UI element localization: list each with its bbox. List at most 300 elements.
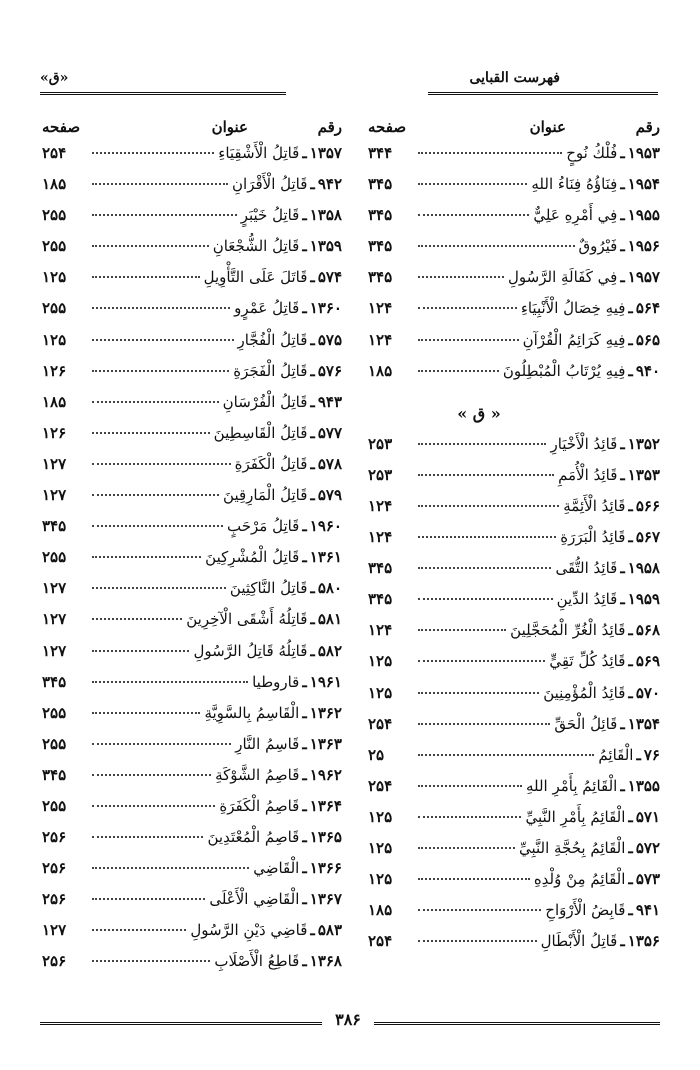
entry-leader-dots bbox=[418, 245, 575, 247]
entry-title: قَاتِلُ الْأَقْرَانِ bbox=[232, 175, 308, 194]
entry-leader-dots bbox=[418, 598, 553, 600]
entry-title: قَاتَلَ عَلَى التَّأْوِيلِ bbox=[203, 268, 308, 287]
entry-page: ۲۵۵ bbox=[42, 734, 67, 753]
entry-separator: ـ bbox=[302, 796, 307, 815]
entry-leader-dots bbox=[92, 525, 223, 527]
index-entry bbox=[42, 299, 342, 330]
entry-title: قَاتِلُ الْمَارِقِينَ bbox=[223, 486, 308, 505]
index-entry bbox=[368, 362, 660, 393]
entry-page: ۳۴۵ bbox=[368, 237, 393, 256]
index-entry bbox=[42, 206, 342, 237]
entry-page: ۱۲۴ bbox=[368, 621, 393, 640]
entry-separator: ـ bbox=[302, 237, 307, 256]
entry-number: ۱۹۵۶ bbox=[627, 237, 660, 256]
entry-number: ۵۷۷ bbox=[317, 423, 342, 442]
index-entry bbox=[368, 870, 660, 901]
page-number: ۳۸۶ bbox=[335, 1010, 361, 1029]
number-column-label: رقم bbox=[635, 118, 660, 136]
entry-list bbox=[42, 144, 342, 984]
entry-leader-dots bbox=[92, 339, 234, 341]
entry-leader-dots bbox=[92, 650, 189, 652]
entry-separator: ـ bbox=[302, 734, 307, 753]
index-entry bbox=[42, 393, 342, 424]
entry-number: ۱۳۶۴ bbox=[309, 796, 342, 815]
entry-page: ۳۴۵ bbox=[368, 175, 393, 194]
entry-number: ۱۹۵۹ bbox=[627, 590, 660, 609]
entry-leader-dots bbox=[418, 183, 527, 185]
index-entry bbox=[368, 590, 660, 621]
entry-page: ۱۲۷ bbox=[42, 579, 67, 598]
entry-separator: ـ bbox=[636, 745, 641, 764]
entry-separator: ـ bbox=[620, 144, 625, 162]
entry-page: ۱۲۴ bbox=[368, 496, 393, 515]
index-entry bbox=[42, 237, 342, 268]
footer-rule-left bbox=[40, 1022, 322, 1025]
entry-title: قَابِضُ الْأَرْوَاحِ bbox=[545, 901, 626, 920]
title-column-label: عنوان bbox=[529, 118, 566, 136]
entry-leader-dots bbox=[92, 214, 237, 216]
entry-page: ۱۲۶ bbox=[42, 361, 67, 380]
index-entry bbox=[42, 890, 342, 921]
entry-separator: ـ bbox=[310, 268, 315, 287]
entry-separator: ـ bbox=[620, 590, 625, 609]
entry-leader-dots bbox=[92, 183, 228, 185]
entry-page: ۳۴۵ bbox=[368, 559, 393, 578]
entry-number: ۱۳۵۳ bbox=[627, 465, 660, 484]
entry-separator: ـ bbox=[310, 579, 315, 598]
header-rule-right bbox=[428, 92, 658, 95]
entry-title: قَاتِلُ النَّاكِثِينَ bbox=[229, 579, 308, 598]
entry-number: ۵۷۴ bbox=[317, 268, 342, 287]
entry-leader-dots bbox=[418, 474, 554, 476]
entry-number: ۵۷۵ bbox=[317, 330, 342, 349]
entry-title: فِيهِ يُرْتَابُ الْمُبْطِلُونَ bbox=[502, 361, 626, 380]
entry-leader-dots bbox=[92, 463, 231, 465]
entry-title: قَاصِمُ الْمُعْتَدِينَ bbox=[207, 828, 300, 847]
index-entry bbox=[42, 362, 342, 393]
entry-title: الْقَائِمُ بِحُجَّةِ النَّبِيِّ bbox=[518, 838, 626, 857]
entry-number: ۵۶۶ bbox=[635, 496, 660, 515]
entry-leader-dots bbox=[418, 847, 515, 849]
entry-number: ۹۴۱ bbox=[635, 901, 660, 920]
section-heading: « ق » bbox=[457, 404, 501, 424]
entry-title: قَائِدُ الْمُؤْمِنِينَ bbox=[543, 683, 626, 702]
entry-title: الْقَائِمُ bbox=[598, 745, 634, 764]
index-entry bbox=[368, 206, 660, 237]
entry-separator: ـ bbox=[628, 652, 633, 671]
entry-separator: ـ bbox=[628, 807, 633, 826]
entry-page: ۲۵۴ bbox=[42, 144, 67, 162]
entry-title: قَائِدُ كُلِّ تَقِيٍّ bbox=[549, 652, 626, 671]
entry-title: قَائِدُ التُّقَى bbox=[555, 559, 618, 578]
index-entry bbox=[42, 642, 342, 673]
entry-title: قَاسِمُ النَّارِ bbox=[235, 734, 300, 753]
entry-page: ۱۲۵ bbox=[368, 807, 393, 826]
entry-number: ۵۸۱ bbox=[317, 610, 342, 629]
entry-separator: ـ bbox=[310, 641, 315, 660]
entry-title: قَائِلُ الْحَقِّ bbox=[554, 714, 618, 733]
entry-number: ۱۹۶۱ bbox=[309, 672, 342, 691]
entry-leader-dots bbox=[92, 929, 186, 931]
entry-leader-dots bbox=[418, 692, 539, 694]
entry-leader-dots bbox=[92, 867, 249, 869]
index-entry bbox=[42, 517, 342, 548]
entry-title: فِي كَفَالَةِ الرَّسُولِ bbox=[508, 268, 618, 287]
entry-page: ۱۲۷ bbox=[42, 921, 67, 940]
index-entry bbox=[42, 486, 342, 517]
entry-title: قَائِدُ الدِّينِ bbox=[556, 590, 618, 609]
entry-leader-dots bbox=[418, 909, 541, 911]
entry-separator: ـ bbox=[628, 496, 633, 515]
entry-leader-dots bbox=[418, 878, 530, 880]
entry-page: ۱۲۵ bbox=[42, 268, 67, 287]
index-entry bbox=[368, 808, 660, 839]
index-entry bbox=[368, 435, 660, 466]
entry-leader-dots bbox=[92, 370, 229, 372]
entry-page: ۲۵۳ bbox=[368, 465, 393, 484]
entry-page: ۲۵۶ bbox=[42, 828, 67, 847]
entry-title: قَاتِلُ الْفُجَّارِ bbox=[237, 330, 308, 349]
entry-page: ۲۵۴ bbox=[368, 776, 393, 795]
entry-separator: ـ bbox=[310, 392, 315, 411]
entry-leader-dots bbox=[92, 432, 210, 434]
index-entry bbox=[368, 144, 660, 175]
entry-page: ۱۲۴ bbox=[368, 528, 393, 547]
number-column-label: رقم bbox=[317, 118, 342, 136]
entry-number: ۵۶۷ bbox=[635, 528, 660, 547]
entry-page: ۳۴۵ bbox=[42, 765, 67, 784]
entry-separator: ـ bbox=[620, 776, 625, 795]
index-entry bbox=[42, 424, 342, 455]
entry-separator: ـ bbox=[628, 621, 633, 640]
entry-leader-dots bbox=[92, 774, 211, 776]
entry-title: فِيهِ كَرَائِمُ الْقُرْآنِ bbox=[522, 330, 626, 349]
entry-leader-dots bbox=[418, 754, 594, 756]
entry-leader-dots bbox=[418, 536, 556, 538]
entry-title: الْقَاسِمُ بِالسَّوِيَّةِ bbox=[204, 703, 300, 722]
entry-leader-dots bbox=[92, 681, 248, 683]
index-entry bbox=[368, 268, 660, 299]
column-header bbox=[42, 118, 342, 140]
entry-separator: ـ bbox=[620, 175, 625, 194]
entry-title: قَاتِلُ مَرْحَبٍ bbox=[227, 517, 300, 536]
entry-title: قَاضِي دَيْنِ الرَّسُولِ bbox=[190, 921, 308, 940]
page-column-label: صفحه bbox=[368, 118, 407, 136]
entry-page: ۱۸۵ bbox=[368, 901, 393, 920]
entry-page: ۳۴۵ bbox=[368, 268, 393, 287]
entry-leader-dots bbox=[92, 618, 182, 620]
entry-title: قَاتِلُ الْفَجَرَةِ bbox=[233, 361, 308, 380]
entry-number: ۱۳۶۰ bbox=[309, 299, 342, 318]
index-entry bbox=[42, 579, 342, 610]
entry-number: ۱۳۶۳ bbox=[309, 734, 342, 753]
entry-number: ۱۹۵۵ bbox=[627, 206, 660, 225]
entry-title: فِي أَمْرِهِ عَلِيٌّ bbox=[533, 206, 618, 225]
entry-leader-dots bbox=[418, 339, 519, 341]
entry-separator: ـ bbox=[628, 330, 633, 349]
index-entry bbox=[368, 559, 660, 590]
entry-separator: ـ bbox=[310, 921, 315, 940]
entry-number: ۵۶۴ bbox=[635, 299, 660, 318]
entry-title: قَائِدُ الْأَخْيَارِ bbox=[550, 434, 618, 453]
entry-page: ۱۲۷ bbox=[42, 610, 67, 629]
entry-number: ۱۳۶۲ bbox=[309, 703, 342, 722]
entry-number: ۵۷۰ bbox=[635, 683, 660, 702]
entry-separator: ـ bbox=[628, 838, 633, 857]
entry-title: قَائِدُ الْأَئِمَّةِ bbox=[563, 496, 626, 515]
index-entry bbox=[42, 144, 342, 175]
entry-leader-dots bbox=[92, 805, 215, 807]
entry-number: ۱۹۶۲ bbox=[309, 765, 342, 784]
entry-page: ۲۵۶ bbox=[42, 952, 67, 971]
footer-rule-right bbox=[374, 1022, 660, 1025]
entry-number: ۵۷۹ bbox=[317, 486, 342, 505]
entry-number: ۱۳۶۵ bbox=[309, 828, 342, 847]
entry-separator: ـ bbox=[302, 952, 307, 971]
entry-title: قَاصِمُ الشَّوْكَةِ bbox=[215, 765, 300, 784]
entry-number: ۹۴۲ bbox=[317, 175, 342, 194]
entry-separator: ـ bbox=[628, 870, 633, 889]
index-entry bbox=[368, 331, 660, 362]
entry-title: قَاتِلُ الْقَاسِطِينَ bbox=[213, 423, 308, 442]
entry-number: ۵۸۳ bbox=[317, 921, 342, 940]
index-column-right bbox=[368, 118, 660, 963]
entry-separator: ـ bbox=[310, 175, 315, 194]
entry-page: ۱۲۷ bbox=[42, 486, 67, 505]
entry-number: ۵۶۵ bbox=[635, 330, 660, 349]
entry-page: ۲۵۶ bbox=[42, 890, 67, 909]
entry-leader-dots bbox=[418, 785, 522, 787]
entry-separator: ـ bbox=[620, 268, 625, 287]
entry-separator: ـ bbox=[310, 330, 315, 349]
entry-title: قَائِدُ الْأُمَمِ bbox=[558, 465, 618, 484]
index-entry bbox=[42, 704, 342, 735]
entry-title: قَاتِلُ الْفُرْسَانِ bbox=[222, 392, 308, 411]
entry-number: ۱۳۵۴ bbox=[627, 714, 660, 733]
entry-title: الْقَاضِي الْأَعْلَى bbox=[209, 890, 300, 909]
entry-title: الْقَائِمُ بِأَمْرِ النَّبِيِّ bbox=[525, 807, 626, 826]
entry-title: قَاصِمُ الْكَفَرَةِ bbox=[219, 796, 300, 815]
entry-page: ۱۲۴ bbox=[368, 299, 393, 318]
entry-separator: ـ bbox=[628, 299, 633, 318]
entry-leader-dots bbox=[418, 660, 545, 662]
entry-separator: ـ bbox=[620, 434, 625, 453]
entry-number: ۵۷۲ bbox=[635, 838, 660, 857]
entry-separator: ـ bbox=[310, 610, 315, 629]
entry-number: ۱۳۵۷ bbox=[309, 144, 342, 162]
index-entry bbox=[368, 901, 660, 932]
entry-leader-dots bbox=[418, 816, 521, 818]
entry-number: ۵۸۲ bbox=[317, 641, 342, 660]
entry-page: ۱۸۵ bbox=[42, 175, 67, 194]
entry-page: ۳۴۵ bbox=[42, 517, 67, 536]
entry-separator: ـ bbox=[302, 765, 307, 784]
entry-number: ۱۹۵۴ bbox=[627, 175, 660, 194]
index-entry bbox=[42, 797, 342, 828]
page-column-label: صفحه bbox=[42, 118, 81, 136]
entry-number: ۵۸۰ bbox=[317, 579, 342, 598]
title-column-label: عنوان bbox=[211, 118, 248, 136]
entry-page: ۲۵۴ bbox=[368, 932, 393, 951]
index-entry bbox=[368, 777, 660, 808]
entry-number: ۷۶ bbox=[643, 745, 660, 764]
entry-leader-dots bbox=[418, 214, 529, 216]
header-rule-left bbox=[40, 92, 286, 95]
entry-separator: ـ bbox=[310, 486, 315, 505]
entry-separator: ـ bbox=[302, 828, 307, 847]
entry-leader-dots bbox=[92, 401, 219, 403]
entry-number: ۱۳۶۱ bbox=[309, 548, 342, 567]
entry-title: فِنَاؤُهُ فِنَاءُ اللهِ bbox=[531, 175, 618, 194]
index-entry bbox=[42, 921, 342, 952]
index-entry bbox=[42, 268, 342, 299]
index-entry bbox=[42, 548, 342, 579]
entry-separator: ـ bbox=[302, 517, 307, 536]
entry-page: ۲۵۶ bbox=[42, 859, 67, 878]
index-entry bbox=[42, 175, 342, 206]
index-entry bbox=[42, 331, 342, 362]
index-entry bbox=[368, 932, 660, 963]
index-entry bbox=[368, 621, 660, 652]
entry-list bbox=[368, 144, 660, 393]
entry-page: ۳۴۴ bbox=[368, 144, 393, 162]
entry-leader-dots bbox=[92, 836, 203, 838]
entry-number: ۹۴۳ bbox=[317, 392, 342, 411]
entry-number: ۱۹۵۸ bbox=[627, 559, 660, 578]
entry-title: قَاتِلُ خَيْبَرٍ bbox=[240, 206, 300, 225]
entry-title: فَيْرُوقٌ bbox=[578, 237, 618, 256]
entry-page: ۲۵۵ bbox=[42, 206, 67, 225]
entry-title: قَاطِعُ الْأَصْلَابِ bbox=[214, 952, 300, 971]
entry-page: ۳۴۵ bbox=[368, 206, 393, 225]
entry-leader-dots bbox=[418, 567, 551, 569]
entry-number: ۹۴۰ bbox=[635, 361, 660, 380]
entry-title: قَاتِلُهُ قَاتِلُ الرَّسُولِ bbox=[193, 641, 308, 660]
entry-separator: ـ bbox=[620, 932, 625, 951]
entry-separator: ـ bbox=[310, 361, 315, 380]
index-entry bbox=[368, 528, 660, 559]
entry-number: ۱۳۵۸ bbox=[309, 206, 342, 225]
entry-separator: ـ bbox=[620, 237, 625, 256]
entry-page: ۱۲۵ bbox=[368, 838, 393, 857]
entry-separator: ـ bbox=[302, 703, 307, 722]
entry-leader-dots bbox=[418, 370, 499, 372]
entry-separator: ـ bbox=[302, 859, 307, 878]
entry-page: ۱۲۶ bbox=[42, 423, 67, 442]
entry-leader-dots bbox=[418, 505, 559, 507]
entry-page: ۲۵۵ bbox=[42, 703, 67, 722]
entry-title: قَاتِلُ الْأَبْطَالِ bbox=[540, 932, 618, 951]
entry-page: ۲۵۵ bbox=[42, 237, 67, 256]
entry-separator: ـ bbox=[302, 144, 307, 162]
entry-title: قَاتِلُ الْكَفَرَةِ bbox=[234, 454, 308, 473]
index-entry bbox=[42, 455, 342, 486]
entry-title: قَاتِلُ عَمْرٍو bbox=[234, 299, 300, 318]
entry-page: ۱۲۵ bbox=[368, 683, 393, 702]
entry-title: فِيهِ خِصَالُ الْأَنْبِيَاءِ bbox=[520, 299, 626, 318]
entry-list bbox=[368, 435, 660, 964]
entry-number: ۱۳۶۶ bbox=[309, 859, 342, 878]
entry-leader-dots bbox=[418, 940, 537, 942]
entry-separator: ـ bbox=[620, 714, 625, 733]
entry-title: قَاتِلُهُ أَشْقَى الْآخِرِينَ bbox=[186, 610, 308, 629]
index-entry bbox=[42, 859, 342, 890]
entry-page: ۲۵۳ bbox=[368, 434, 393, 453]
entry-title: الْقَائِمُ بِأَمْرِ اللهِ bbox=[525, 776, 618, 795]
entry-title: قَائِدُ الْبَرَرَةِ bbox=[560, 528, 626, 547]
entry-page: ۲۵۴ bbox=[368, 714, 393, 733]
index-entry bbox=[42, 766, 342, 797]
entry-page: ۲۵ bbox=[368, 745, 385, 764]
entry-separator: ـ bbox=[302, 890, 307, 909]
entry-leader-dots bbox=[418, 307, 517, 309]
entry-page: ۳۴۵ bbox=[368, 590, 393, 609]
entry-separator: ـ bbox=[310, 454, 315, 473]
entry-separator: ـ bbox=[302, 299, 307, 318]
entry-leader-dots bbox=[92, 245, 209, 247]
column-header bbox=[368, 118, 660, 140]
entry-leader-dots bbox=[92, 960, 210, 962]
entry-page: ۱۲۵ bbox=[42, 330, 67, 349]
entry-title: فُلْكُ نُوحٍ bbox=[566, 144, 618, 162]
entry-leader-dots bbox=[92, 743, 231, 745]
index-entry bbox=[42, 673, 342, 704]
entry-separator: ـ bbox=[302, 672, 307, 691]
entry-number: ۵۶۸ bbox=[635, 621, 660, 640]
entry-number: ۵۷۳ bbox=[635, 870, 660, 889]
entry-title: قَاتِلُ الشُّجْعَانِ bbox=[212, 237, 300, 256]
entry-title: الْقَاضِي bbox=[253, 859, 300, 878]
index-entry bbox=[42, 735, 342, 766]
entry-leader-dots bbox=[418, 443, 546, 445]
index-entry bbox=[42, 610, 342, 641]
entry-number: ۱۳۵۹ bbox=[309, 237, 342, 256]
entry-leader-dots bbox=[418, 152, 562, 154]
entry-page: ۱۸۵ bbox=[42, 392, 67, 411]
index-entry bbox=[42, 952, 342, 983]
index-entry bbox=[368, 746, 660, 777]
entry-number: ۵۷۱ bbox=[635, 807, 660, 826]
entry-leader-dots bbox=[92, 276, 200, 278]
entry-number: ۱۹۵۷ bbox=[627, 268, 660, 287]
entry-number: ۵۶۹ bbox=[635, 652, 660, 671]
entry-leader-dots bbox=[92, 587, 226, 589]
entry-page: ۱۲۵ bbox=[368, 652, 393, 671]
entry-separator: ـ bbox=[620, 465, 625, 484]
index-column-left bbox=[42, 118, 342, 984]
running-header-section-tag: «ق» bbox=[40, 70, 69, 86]
entry-leader-dots bbox=[418, 723, 550, 725]
entry-title: قاروطيا bbox=[252, 672, 300, 691]
entry-title: الْقَائِمُ مِنْ وُلْدِهِ bbox=[533, 870, 626, 889]
entry-leader-dots bbox=[92, 152, 214, 154]
entry-page: ۲۵۵ bbox=[42, 796, 67, 815]
running-header-title: فهرست القبايی bbox=[469, 70, 560, 86]
index-entry bbox=[42, 828, 342, 859]
entry-separator: ـ bbox=[620, 559, 625, 578]
entry-separator: ـ bbox=[628, 683, 633, 702]
entry-title: قَاتِلُ الْأَشْقِيَاءِ bbox=[218, 144, 300, 162]
entry-page: ۳۴۵ bbox=[42, 672, 67, 691]
entry-leader-dots bbox=[418, 276, 504, 278]
entry-number: ۱۳۶۷ bbox=[309, 890, 342, 909]
entry-number: ۱۳۶۸ bbox=[309, 952, 342, 971]
entry-page: ۱۲۷ bbox=[42, 641, 67, 660]
entry-title: قَاتِلُ الْمُشْرِكِينَ bbox=[205, 548, 300, 567]
index-entry bbox=[368, 839, 660, 870]
index-entry bbox=[368, 715, 660, 746]
entry-page: ۲۵۵ bbox=[42, 548, 67, 567]
